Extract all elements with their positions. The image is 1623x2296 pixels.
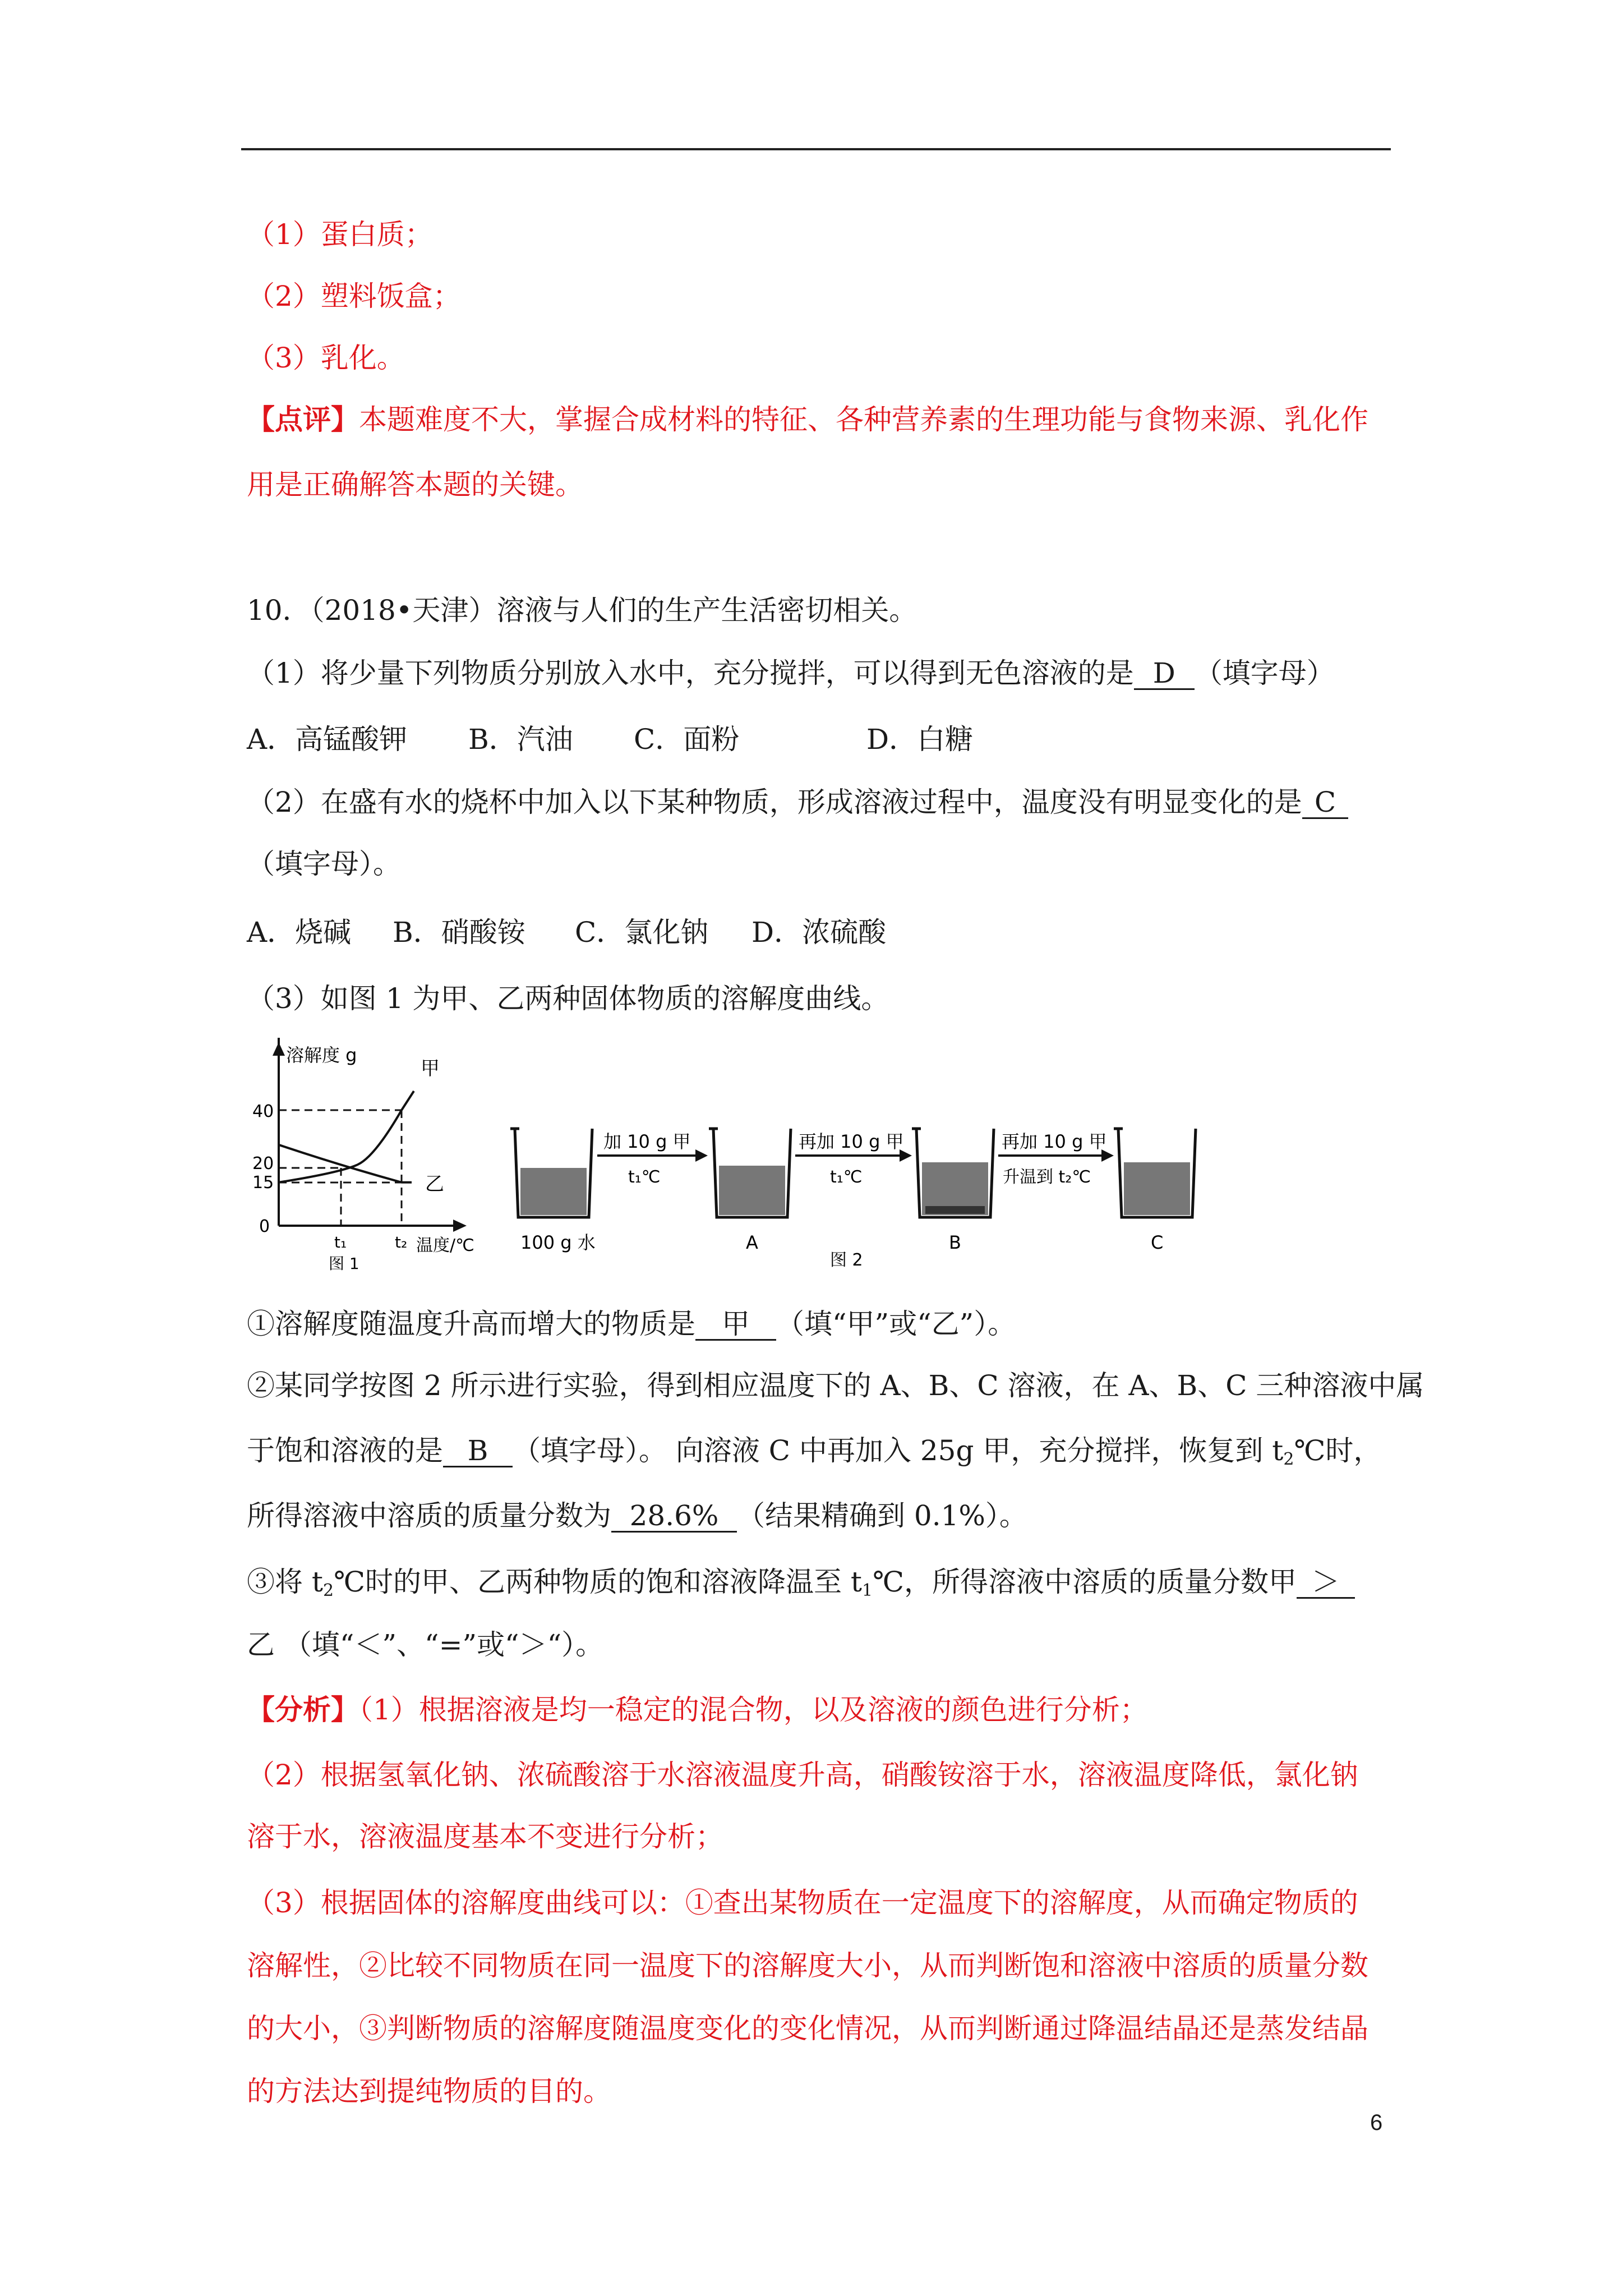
s3-sub-1: 2 xyxy=(323,1581,334,1600)
arrow-1-top-label: 加 10 g 甲 xyxy=(603,1131,691,1152)
analysis-line-1 xyxy=(247,1693,1148,1727)
s2-answer-1: B xyxy=(443,1435,513,1467)
analysis-line-5: 溶解性，②比较不同物质在同一温度下的溶解度大小，从而判断饱和溶液中溶质的质量分数 xyxy=(247,1949,1368,1982)
q2-option-a: A．烧碱 xyxy=(247,916,352,949)
s3-text-3: ℃，所得溶液中溶质的质量分数甲 xyxy=(873,1566,1297,1598)
arrow-2-top-label: 再加 10 g 甲 xyxy=(799,1131,904,1152)
solubility-figures xyxy=(247,1038,1396,1273)
figure-2 xyxy=(510,1129,1196,1270)
analysis-line-7: 的方法达到提纯物质的目的。 xyxy=(247,2075,611,2108)
s2-text-4: 所得溶液中溶质的质量分数为 xyxy=(247,1499,611,1532)
s3-sub-2: 1 xyxy=(862,1581,873,1600)
q3-line: （3）如图 1 为甲、乙两种固体物质的溶解度曲线。 xyxy=(247,982,889,1015)
figure-1-caption: 图 1 xyxy=(329,1254,359,1273)
analysis-line-3: 溶于水，溶液温度基本不变进行分析； xyxy=(247,1820,723,1853)
q1-line xyxy=(247,656,1335,690)
q1-option-b: B．汽油 xyxy=(468,723,573,756)
q1-option-c: C．面粉 xyxy=(634,723,740,756)
question-title: 10．（2018•天津）溶液与人们的生产生活密切相关。 xyxy=(247,594,917,627)
s3-answer: ＞ xyxy=(1297,1567,1355,1599)
analysis-line-2: （2）根据氢氧化钠、浓硫酸溶于水溶液温度升高，硝酸铵溶于水，溶液温度降低，氯化钠 xyxy=(247,1759,1358,1791)
review-text: 本题难度不大，掌握合成材料的特征、各种营养素的生理功能与食物来源、乳化作 xyxy=(359,403,1368,436)
arrow-3-top-label: 再加 10 g 甲 xyxy=(1002,1131,1107,1152)
s1-answer: 甲 xyxy=(695,1309,776,1341)
beaker-c xyxy=(1114,1129,1196,1217)
s3-text-1: ③将 t xyxy=(247,1566,323,1598)
beaker-a xyxy=(709,1129,791,1217)
s1-text: ①溶解度随温度升高而增大的物质是 xyxy=(247,1308,695,1340)
analysis-line-6: 的大小，③判断物质的溶解度随温度变化的变化情况，从而判断通过降温结晶还是蒸发结晶 xyxy=(247,2012,1368,2045)
q1-answer: D xyxy=(1134,658,1195,690)
analysis-text-1: （1）根据溶液是均一稳定的混合物，以及溶液的颜色进行分析； xyxy=(359,1694,1148,1726)
s2-text-5: （结果精确到 0.1%）。 xyxy=(737,1499,1027,1532)
review-line-1 xyxy=(247,403,1368,436)
s3-line-2: 乙 （填“＜”、“=”或“＞“）。 xyxy=(247,1628,604,1661)
arrow-1-bottom-label: t₁℃ xyxy=(628,1167,661,1187)
s2-line-1: ②某同学按图 2 所示进行实验，得到相应温度下的 A、B、C 溶液，在 A、B、C 三种溶液中属 xyxy=(247,1369,1424,1402)
figure-1 xyxy=(252,1038,474,1273)
beaker-a-label: A xyxy=(746,1232,758,1253)
s2-sub: 2 xyxy=(1283,1450,1294,1469)
q2-tail: （填字母）。 xyxy=(247,848,401,880)
series-label-jia: 甲 xyxy=(421,1057,440,1080)
y-tick-20: 20 xyxy=(252,1154,274,1174)
s3-text-2: ℃时的甲、乙两种物质的饱和溶液降温至 t xyxy=(334,1566,863,1598)
s2-line-3 xyxy=(247,1499,1027,1533)
s2-line-2 xyxy=(247,1434,1381,1476)
q2-line xyxy=(247,785,1348,819)
q1-option-d: D．白糖 xyxy=(866,723,974,756)
beaker-water xyxy=(510,1129,592,1217)
review-tag: 【点评】 xyxy=(247,403,359,436)
beaker-b-label: B xyxy=(949,1232,961,1253)
beaker-c-label: C xyxy=(1151,1232,1164,1253)
y-tick-15: 15 xyxy=(252,1173,274,1193)
x-tick-t1: t₁ xyxy=(334,1233,347,1251)
x-axis-arrow xyxy=(453,1220,467,1232)
answer-2: （2）塑料饭盒； xyxy=(247,280,461,312)
series-label-yi: 乙 xyxy=(425,1173,444,1195)
series-yi-curve xyxy=(279,1145,412,1182)
analysis-tag: 【分析】 xyxy=(247,1693,359,1726)
s1-tail: （填“甲”或“乙”）。 xyxy=(776,1308,1016,1340)
s2-answer-2: 28.6% xyxy=(611,1501,737,1533)
beaker-b xyxy=(912,1129,994,1217)
q1-text: （1）将少量下列物质分别放入水中，充分搅拌，可以得到无色溶液的是 xyxy=(247,657,1134,689)
answer-3: （3）乳化。 xyxy=(247,342,405,374)
beaker-water-label: 100 g 水 xyxy=(520,1232,596,1253)
review-line-2: 用是正确解答本题的关键。 xyxy=(247,468,583,501)
q2-answer: C xyxy=(1302,787,1348,819)
y-axis-label: 溶解度 g xyxy=(286,1045,357,1066)
arrow-3-bottom-label: 升温到 t₂℃ xyxy=(1003,1167,1091,1187)
s2-text-3: ℃时， xyxy=(1294,1434,1382,1467)
arrow-2-bottom-label: t₁℃ xyxy=(830,1167,863,1187)
q2-option-c: C．氯化钠 xyxy=(575,916,709,949)
q2-option-d: D．浓硫酸 xyxy=(751,916,887,949)
s1-line xyxy=(247,1307,1016,1341)
analysis-line-4: （3）根据固体的溶解度曲线可以：①查出某物质在一定温度下的溶解度，从而确定物质的 xyxy=(247,1887,1358,1919)
q2-option-b: B．硝酸铵 xyxy=(393,916,525,949)
s3-line-1 xyxy=(247,1565,1355,1608)
page-number: 6 xyxy=(1370,2110,1383,2135)
figure-2-caption: 图 2 xyxy=(830,1250,863,1270)
x-tick-t2: t₂ xyxy=(395,1233,408,1251)
q2-text: （2）在盛有水的烧杯中加入以下某种物质，形成溶液过程中，温度没有明显变化的是 xyxy=(247,786,1302,818)
header-rule xyxy=(241,148,1391,150)
q1-option-a: A．高锰酸钾 xyxy=(247,723,408,756)
q1-tail: （填字母） xyxy=(1194,657,1335,689)
y-tick-40: 40 xyxy=(252,1102,274,1121)
s2-text-1: 于饱和溶液的是 xyxy=(247,1434,443,1467)
y-axis-arrow xyxy=(273,1042,285,1056)
answer-1: （1）蛋白质； xyxy=(247,218,433,251)
y-tick-0: 0 xyxy=(259,1217,270,1236)
x-axis-label: 温度/℃ xyxy=(416,1236,474,1255)
s2-text-2: （填字母）。 向溶液 C 中再加入 25g 甲，充分搅拌，恢复到 t xyxy=(513,1434,1284,1467)
